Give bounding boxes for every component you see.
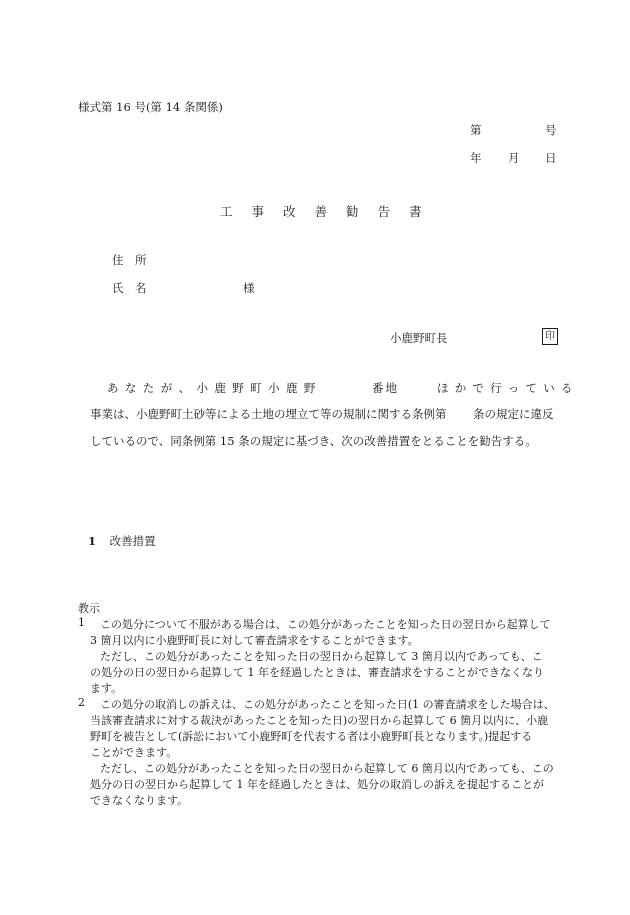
number-prefix: 第 [470,123,482,137]
address-label: 住 所 [112,253,147,267]
body-line-2a: 事業は、小鹿野町土砂等による土地の埋立て等の規制に関する条例第 [90,407,447,421]
body-line-3: しているので、同条例第 15 条の規定に基づき、次の改善措置をとることを勧告する。 [90,434,537,448]
body-line-1a: あなたが、小鹿野町小鹿野 [107,381,322,395]
notice-2-line-7: できなくなります。 [90,794,189,807]
body-line-1c: ほかで行っている [437,381,579,395]
item-number: 1 [88,534,97,548]
date-day: 日 [545,151,557,165]
notice-2-line-2: 当該審査請求に対する裁決があったことを知った日)の翌日から起算して 6 箇月以内に、小鹿 [90,714,549,727]
notice-1-line-5: ます。 [90,682,123,695]
body-line-1b: 番地 [372,381,399,395]
notice-1-number: 1 [78,616,85,629]
notice-2-line-5: ただし、この処分があったことを知った日の翌日から起算して 6 箇月以内であっても、この [100,762,554,775]
notice-1-line-1: この処分について不服がある場合は、この処分があったことを知った日の翌日から起算して [100,618,551,631]
notice-2-line-1: この処分の取消しの訴えは、この処分があったことを知った日(1 の審査請求をした場合は、 [100,698,555,711]
notice-2-line-3: 野町を被告として(訴訟において小鹿野町を代表する者は小鹿野町長となります。)提起する [90,730,533,743]
name-label: 氏 名 [112,281,147,295]
notice-2-line-4: ことができます。 [90,746,178,759]
notice-1-line-2: 3 箇月以内に小鹿野町長に対して審査請求をすることができます。 [90,634,419,647]
number-suffix: 号 [545,123,557,137]
notice-1-line-4: の処分の日の翌日から起算して 1 年を経過したときは、審査請求をすることができなくなり [90,666,544,679]
body-line-2b: 条の規定に違反 [473,407,554,421]
issuer-name: 小鹿野町長 [390,331,448,345]
notice-1-line-3: ただし、この処分があったことを知った日の翌日から起算して 3 箇月以内であっても、こ [100,650,543,663]
honorific: 様 [243,281,255,295]
notice-2-number: 2 [78,696,85,709]
notice-title: 教示 [78,602,100,615]
seal-mark: 印 [542,328,558,345]
item-improvement-measures [88,533,156,549]
item-label: 改善措置 [109,534,156,548]
document-title: 工事改善勧告書 [220,204,441,219]
form-number: 様式第 16 号(第 14 条関係) [78,100,223,114]
date-year: 年 [470,151,482,165]
notice-2-line-6: 処分の日の翌日から起算して 1 年を経過したときは、処分の取消しの訴えを提起することが [90,778,544,791]
date-month: 月 [508,151,520,165]
